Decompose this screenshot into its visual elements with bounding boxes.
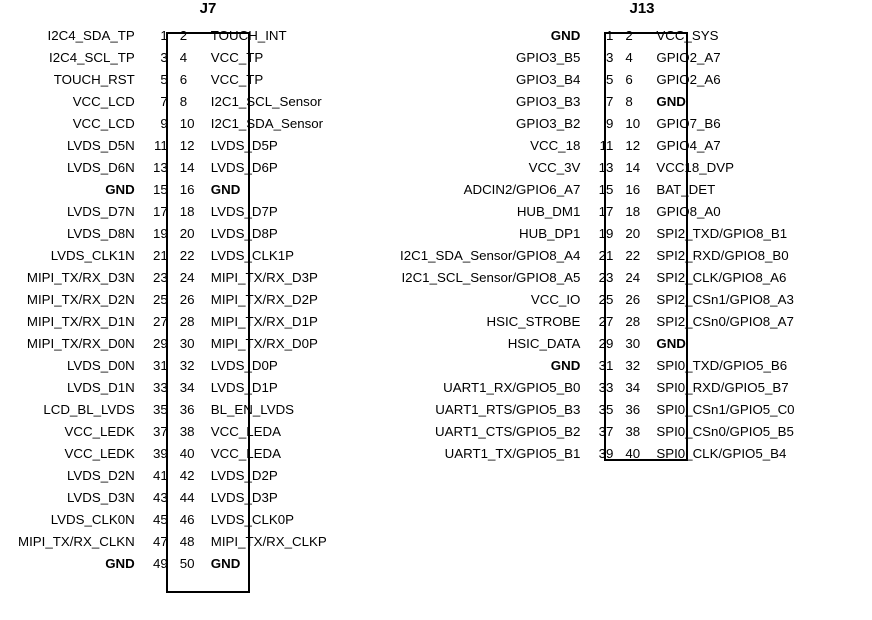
pin-number-even: 18 (179, 204, 195, 219)
pin-label-right: TOUCH_INT (210, 28, 287, 43)
pin-row (400, 333, 795, 355)
pin-number-even: 46 (179, 512, 195, 527)
pin-number-odd: 11 (153, 138, 168, 153)
pin-label-left: HSIC_DATA (507, 336, 581, 351)
pin-label-right: MIPI_TX/RX_D3P (210, 270, 318, 285)
pin-number-even: 12 (625, 138, 641, 153)
pin-label-right: GPIO2_A7 (656, 50, 721, 65)
pin-row (18, 289, 327, 311)
pin-number-even: 20 (625, 226, 641, 241)
pin-row (18, 25, 327, 47)
pin-label-left: LVDS_CLK0N (50, 512, 135, 527)
pin-label-right: GPIO2_A6 (656, 72, 721, 87)
pin-number-odd: 33 (152, 380, 168, 395)
pin-label-left: MIPI_TX/RX_D2N (26, 292, 135, 307)
pin-number-even: 20 (179, 226, 195, 241)
pin-row (18, 113, 327, 135)
pin-row (18, 245, 327, 267)
pin-number-even: 38 (625, 424, 641, 439)
pin-number-odd: 9 (605, 116, 614, 131)
pin-number-even: 16 (179, 182, 195, 197)
pin-row (18, 443, 327, 465)
pin-row (400, 223, 795, 245)
pin-row (18, 487, 327, 509)
pin-label-left: I2C4_SDA_TP (47, 28, 135, 43)
pin-row (400, 113, 795, 135)
pin-label-right: SPI0_TXD/GPIO5_B6 (656, 358, 788, 373)
pin-label-left: I2C1_SCL_Sensor/GPIO8_A5 (401, 270, 581, 285)
pin-row (400, 355, 795, 377)
pin-number-odd: 19 (152, 226, 168, 241)
pin-label-left: HUB_DP1 (519, 226, 581, 241)
pin-number-odd: 37 (598, 424, 614, 439)
pin-number-odd: 17 (152, 204, 168, 219)
pin-label-left: LVDS_D1N (67, 380, 135, 395)
pin-label-right: MIPI_TX/RX_D1P (210, 314, 318, 329)
pin-number-odd: 29 (152, 336, 168, 351)
pin-label-right: SPI2_TXD/GPIO8_B1 (656, 226, 788, 241)
pin-label-left: LVDS_D2N (67, 468, 135, 483)
pin-label-right: BAT_DET (656, 182, 716, 197)
pin-number-odd: 3 (160, 50, 168, 65)
pin-row (400, 421, 795, 443)
pin-label-left: LVDS_D5N (67, 138, 135, 153)
pin-number-even: 40 (179, 446, 195, 461)
pin-row (400, 377, 795, 399)
pin-row (400, 47, 795, 69)
pin-number-even: 34 (179, 380, 195, 395)
pin-row (400, 25, 795, 47)
pin-label-left: VCC_18 (530, 138, 581, 153)
pin-label-left: GPIO3_B4 (516, 72, 581, 87)
pin-row (18, 179, 327, 201)
pin-label-right: LVDS_CLK0P (210, 512, 295, 527)
connector-j13 (400, 0, 795, 465)
pin-label-right: MIPI_TX/RX_CLKP (210, 534, 327, 549)
pin-number-even: 32 (625, 358, 641, 373)
pin-row (400, 311, 795, 333)
pin-label-right: VCC_TP (210, 72, 264, 87)
pin-number-even: 50 (179, 556, 195, 571)
pin-number-odd: 7 (605, 94, 614, 109)
pin-label-right: SPI0_RXD/GPIO5_B7 (656, 380, 789, 395)
pin-number-even: 26 (625, 292, 641, 307)
pin-number-even: 22 (625, 248, 641, 263)
connector-j13-title: J13 (629, 0, 655, 17)
pin-row (400, 179, 795, 201)
pin-number-even: 2 (625, 28, 633, 43)
pin-row (18, 311, 327, 333)
pin-label-right: LVDS_CLK1P (210, 248, 295, 263)
pin-number-even: 16 (625, 182, 641, 197)
pin-number-even: 28 (179, 314, 195, 329)
pin-number-even: 10 (179, 116, 195, 131)
pin-row (400, 135, 795, 157)
pin-label-right: GPIO4_A7 (656, 138, 721, 153)
pin-label-left: VCC_LCD (72, 94, 135, 109)
pin-label-left: HSIC_STROBE (486, 314, 581, 329)
pin-row (400, 245, 795, 267)
pin-number-even: 22 (179, 248, 195, 263)
pin-label-left: TOUCH_RST (53, 72, 135, 87)
pin-number-even: 24 (625, 270, 641, 285)
pin-row (400, 69, 795, 91)
pin-number-odd: 33 (598, 380, 614, 395)
pin-number-even: 34 (625, 380, 641, 395)
pin-label-left: I2C1_SDA_Sensor/GPIO8_A4 (400, 248, 581, 263)
pin-row (18, 531, 327, 553)
pin-label-right: I2C1_SDA_Sensor (210, 116, 324, 131)
pin-label-left: GND (105, 182, 135, 197)
pin-label-left: MIPI_TX/RX_D0N (26, 336, 135, 351)
pin-number-even: 36 (179, 402, 195, 417)
pin-label-left: HUB_DM1 (516, 204, 581, 219)
pin-number-odd: 29 (598, 336, 614, 351)
pin-number-odd: 19 (598, 226, 614, 241)
pin-number-odd: 13 (598, 160, 614, 175)
pin-number-odd: 35 (152, 402, 168, 417)
pin-label-right: MIPI_TX/RX_D2P (210, 292, 318, 307)
pin-number-odd: 5 (160, 72, 168, 87)
pin-label-left: MIPI_TX/RX_D3N (26, 270, 135, 285)
pin-row (18, 69, 327, 91)
pin-row (18, 421, 327, 443)
pin-number-odd: 47 (152, 534, 168, 549)
pin-row (400, 443, 795, 465)
pin-number-even: 10 (625, 116, 641, 131)
pin-number-even: 14 (179, 160, 195, 175)
pin-label-right: VCC_LEDA (210, 446, 281, 461)
pin-label-right: LVDS_D8P (210, 226, 278, 241)
pin-label-right: I2C1_SCL_Sensor (210, 94, 322, 109)
pin-label-left: GPIO3_B5 (516, 50, 581, 65)
pin-number-odd: 25 (598, 292, 614, 307)
pin-label-right: MIPI_TX/RX_D0P (210, 336, 318, 351)
pin-row (18, 201, 327, 223)
pin-row (400, 267, 795, 289)
pin-number-even: 28 (625, 314, 641, 329)
pin-row (18, 377, 327, 399)
pin-label-right: LVDS_D1P (210, 380, 278, 395)
pin-label-left: VCC_IO (530, 292, 581, 307)
pin-label-right: LVDS_D0P (210, 358, 278, 373)
pin-row (400, 201, 795, 223)
pin-number-even: 44 (179, 490, 195, 505)
pin-row (18, 47, 327, 69)
pin-label-right: SPI0_CSn1/GPIO5_C0 (656, 402, 795, 417)
pin-label-left: GND (550, 28, 581, 43)
pin-label-right: LVDS_D2P (210, 468, 278, 483)
pin-number-even: 24 (179, 270, 195, 285)
pin-number-odd: 25 (152, 292, 168, 307)
pinout-table-j13 (400, 25, 795, 465)
pin-number-odd: 43 (152, 490, 168, 505)
pin-number-odd: 9 (160, 116, 168, 131)
pin-number-odd: 31 (152, 358, 168, 373)
pinout-table-j7 (18, 25, 327, 575)
pin-number-odd: 1 (605, 28, 614, 43)
pin-number-odd: 27 (152, 314, 168, 329)
pin-label-left: LVDS_D3N (67, 490, 135, 505)
pin-row (400, 91, 795, 113)
pin-label-right: GND (210, 556, 241, 571)
pin-row (400, 399, 795, 421)
pin-label-right: GPIO8_A0 (656, 204, 721, 219)
pin-row (18, 223, 327, 245)
pin-label-left: LVDS_D7N (67, 204, 135, 219)
connector-j7-title: J7 (199, 0, 217, 17)
pin-number-odd: 23 (152, 270, 168, 285)
pin-row (18, 553, 327, 575)
pin-number-even: 26 (179, 292, 195, 307)
pin-label-right: VCC_TP (210, 50, 264, 65)
pin-number-even: 42 (179, 468, 195, 483)
pin-row (18, 91, 327, 113)
pin-label-right: LVDS_D6P (210, 160, 278, 175)
pin-row (18, 509, 327, 531)
pin-label-right: VCC18_DVP (656, 160, 734, 175)
pin-number-odd: 37 (152, 424, 168, 439)
pin-label-left: LVDS_D6N (67, 160, 135, 175)
pin-label-left: VCC_LEDK (64, 424, 135, 439)
pin-label-right: SPI2_CLK/GPIO8_A6 (656, 270, 787, 285)
pin-number-even: 40 (625, 446, 641, 461)
pin-number-even: 8 (625, 94, 633, 109)
pin-label-left: GND (550, 358, 581, 373)
pin-number-odd: 41 (152, 468, 168, 483)
pin-number-even: 14 (625, 160, 641, 175)
pin-label-right: GND (656, 336, 686, 351)
pin-label-right: GND (210, 182, 241, 197)
pin-label-left: UART1_RX/GPIO5_B0 (443, 380, 581, 395)
pin-label-right: GPIO7_B6 (656, 116, 721, 131)
pin-number-odd: 45 (152, 512, 168, 527)
pin-label-left: UART1_CTS/GPIO5_B2 (435, 424, 581, 439)
pin-number-odd: 21 (598, 248, 614, 263)
pin-label-right: VCC_LEDA (210, 424, 281, 439)
pin-label-left: UART1_RTS/GPIO5_B3 (435, 402, 581, 417)
pin-row (400, 289, 795, 311)
pin-label-left: VCC_LCD (72, 116, 135, 131)
pin-label-left: GPIO3_B3 (516, 94, 581, 109)
pin-number-even: 30 (625, 336, 641, 351)
pin-number-odd: 35 (598, 402, 614, 417)
pin-number-even: 2 (179, 28, 188, 43)
pin-number-odd: 17 (598, 204, 614, 219)
pin-row (18, 399, 327, 421)
pin-label-left: GPIO3_B2 (516, 116, 581, 131)
pin-number-odd: 5 (605, 72, 614, 87)
pin-number-odd: 15 (152, 182, 168, 197)
pin-number-even: 6 (179, 72, 188, 87)
pin-label-right: LVDS_D5P (210, 138, 278, 153)
pin-number-even: 38 (179, 424, 195, 439)
pin-label-right: SPI0_CSn0/GPIO5_B5 (656, 424, 794, 439)
pin-number-odd: 27 (598, 314, 614, 329)
pin-number-odd: 11 (599, 138, 614, 153)
pin-row (18, 135, 327, 157)
pin-label-right: LVDS_D3P (210, 490, 278, 505)
pin-label-right: SPI2_CSn1/GPIO8_A3 (656, 292, 794, 307)
pin-number-even: 18 (625, 204, 641, 219)
pin-row (18, 333, 327, 355)
pin-label-right: BL_EN_LVDS (210, 402, 295, 417)
pin-label-left: MIPI_TX/RX_D1N (26, 314, 135, 329)
pin-number-odd: 31 (598, 358, 614, 373)
pin-number-odd: 39 (152, 446, 168, 461)
pin-label-left: LVDS_CLK1N (50, 248, 135, 263)
pin-row (18, 355, 327, 377)
pin-label-left: VCC_LEDK (64, 446, 135, 461)
pin-row (18, 267, 327, 289)
pin-number-odd: 3 (605, 50, 614, 65)
pin-number-odd: 49 (152, 556, 168, 571)
pin-number-even: 32 (179, 358, 195, 373)
pin-number-odd: 1 (160, 28, 168, 43)
pin-label-right: VCC_SYS (656, 28, 719, 43)
pin-label-right: SPI0_CLK/GPIO5_B4 (656, 446, 787, 461)
pin-number-odd: 15 (598, 182, 614, 197)
pin-number-odd: 23 (598, 270, 614, 285)
pin-label-left: LVDS_D0N (67, 358, 135, 373)
pin-number-even: 30 (179, 336, 195, 351)
pin-number-even: 4 (179, 50, 188, 65)
pin-label-left: VCC_3V (528, 160, 581, 175)
pin-label-right: SPI2_CSn0/GPIO8_A7 (656, 314, 794, 329)
pin-number-even: 4 (625, 50, 633, 65)
pin-label-left: LVDS_D8N (67, 226, 135, 241)
pin-number-even: 8 (179, 94, 188, 109)
pin-label-left: ADCIN2/GPIO6_A7 (463, 182, 581, 197)
pin-number-odd: 7 (160, 94, 168, 109)
pin-number-odd: 21 (152, 248, 168, 263)
pin-row (18, 465, 327, 487)
pin-label-right: GND (656, 94, 686, 109)
pin-label-right: LVDS_D7P (210, 204, 278, 219)
pin-row (18, 157, 327, 179)
pin-label-left: UART1_TX/GPIO5_B1 (444, 446, 581, 461)
pin-number-odd: 39 (598, 446, 614, 461)
pin-number-even: 36 (625, 402, 641, 417)
pin-number-even: 12 (179, 138, 195, 153)
pin-label-left: MIPI_TX/RX_CLKN (18, 534, 135, 549)
pin-label-left: GND (105, 556, 135, 571)
pin-row (400, 157, 795, 179)
pin-label-right: SPI2_RXD/GPIO8_B0 (656, 248, 789, 263)
pin-number-even: 48 (179, 534, 195, 549)
pin-number-odd: 13 (152, 160, 168, 175)
pin-label-left: LCD_BL_LVDS (43, 402, 135, 417)
pin-number-even: 6 (625, 72, 633, 87)
connector-j7 (18, 0, 327, 575)
pin-label-left: I2C4_SCL_TP (49, 50, 135, 65)
